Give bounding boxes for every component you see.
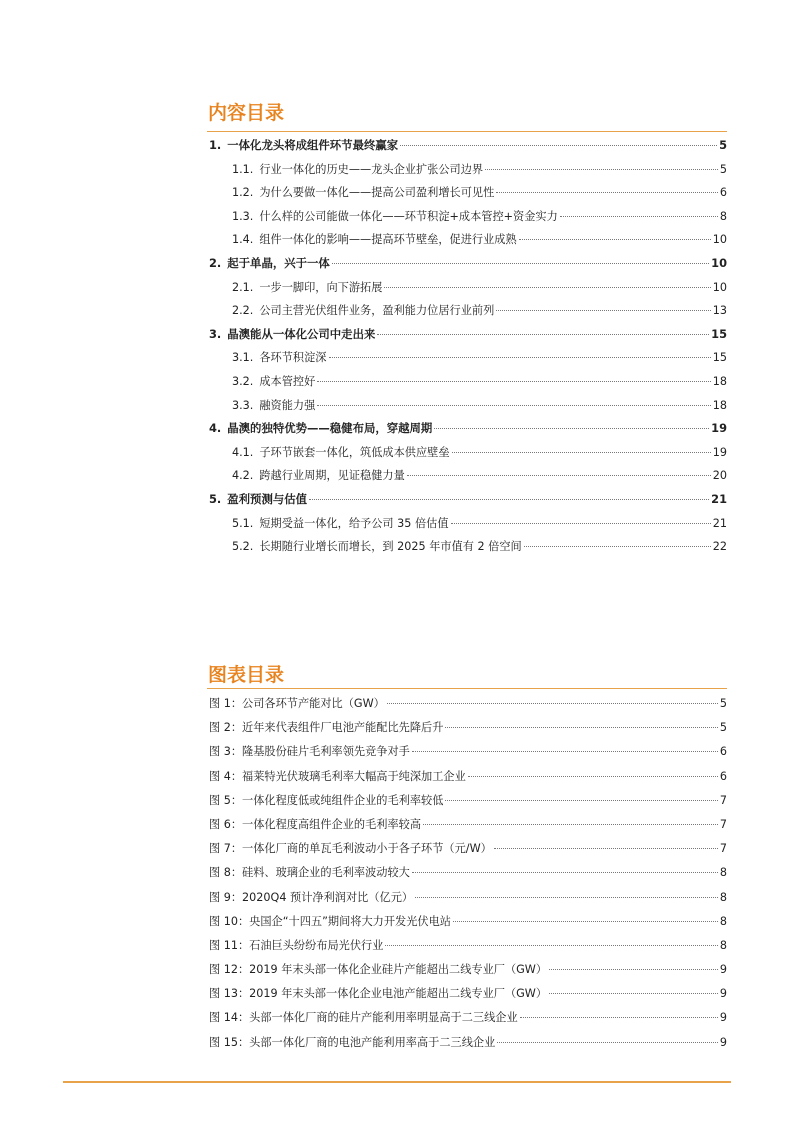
toc-entry-number: 5.1. bbox=[232, 516, 254, 530]
toc-entry-page: 10 bbox=[712, 233, 727, 247]
dot-leader bbox=[317, 405, 710, 406]
figure-list-link[interactable] bbox=[207, 1006, 727, 1030]
dot-leader bbox=[329, 357, 711, 358]
toc-section-link[interactable] bbox=[207, 276, 727, 300]
toc-entry-number: 1.1. bbox=[232, 162, 254, 176]
toc-entry-title: 一步一脚印，向下游拓展 bbox=[259, 280, 383, 294]
toc-section-link[interactable] bbox=[207, 158, 727, 182]
toc-section-link[interactable] bbox=[207, 535, 727, 559]
figure-entry-page: 9 bbox=[719, 963, 727, 977]
toc-entry-page: 19 bbox=[711, 421, 727, 436]
toc-entry-title: 组件一体化的影响——提高环节壁垒，促进行业成熟 bbox=[259, 233, 517, 247]
dot-leader bbox=[549, 993, 718, 994]
figure-entry-title: 图 7：一体化厂商的单瓦毛利波动小于各子环节（元/W） bbox=[209, 842, 492, 856]
toc-section-link[interactable] bbox=[207, 464, 727, 488]
toc-section-link[interactable] bbox=[207, 205, 727, 229]
toc-chapter-link[interactable] bbox=[207, 488, 727, 512]
figure-entry-title: 图 5：一体化程度低或纯组件企业的毛利率较低 bbox=[209, 793, 444, 807]
dot-leader bbox=[451, 523, 711, 524]
toc-entry-number: 4.2. bbox=[232, 469, 254, 483]
dot-leader bbox=[452, 452, 711, 453]
figure-list-link[interactable] bbox=[207, 958, 727, 982]
dot-leader bbox=[497, 1042, 718, 1043]
toc-list bbox=[207, 134, 727, 559]
dot-leader bbox=[412, 751, 718, 752]
toc-entry-number: 4. bbox=[209, 421, 222, 436]
figure-list-link[interactable] bbox=[207, 716, 727, 740]
dot-leader bbox=[485, 169, 718, 170]
toc-entry-page: 10 bbox=[712, 280, 727, 294]
toc-entry-number: 2.1. bbox=[232, 280, 254, 294]
toc-entry-number: 1.2. bbox=[232, 186, 254, 200]
dot-leader bbox=[445, 727, 717, 728]
toc-entry-title: 晶澳能从一体化公司中走出来 bbox=[227, 326, 376, 341]
dot-leader bbox=[445, 800, 717, 801]
toc-section-link[interactable] bbox=[207, 181, 727, 205]
toc-entry-number: 1. bbox=[209, 138, 222, 152]
toc-entry-page: 13 bbox=[712, 304, 727, 318]
figure-entry-page: 9 bbox=[719, 987, 727, 1001]
dot-leader bbox=[377, 334, 709, 335]
toc-chapter-link[interactable] bbox=[207, 252, 727, 276]
figure-list-link[interactable] bbox=[207, 789, 727, 813]
toc-entry-title: 行业一体化的历史——龙头企业扩张公司边界 bbox=[259, 162, 484, 176]
toc-entry-page: 5 bbox=[719, 138, 727, 152]
dot-leader bbox=[412, 872, 718, 873]
toc-entry-page: 21 bbox=[711, 491, 727, 506]
dot-leader bbox=[407, 475, 711, 476]
figure-entry-page: 8 bbox=[719, 890, 727, 904]
dot-leader bbox=[415, 897, 718, 898]
dot-leader bbox=[400, 145, 717, 146]
toc-entry-number: 2. bbox=[209, 255, 222, 270]
figure-list-link[interactable] bbox=[207, 910, 727, 934]
figure-entry-title: 图 13：2019 年末头部一体化企业电池产能超出二线专业厂（GW） bbox=[209, 987, 548, 1001]
toc-entry-number: 4.1. bbox=[232, 445, 254, 459]
toc-section-link[interactable] bbox=[207, 512, 727, 536]
figure-entry-title: 图 15：头部一体化厂商的电池产能利用率高于二三线企业 bbox=[209, 1035, 496, 1049]
toc-entry-number: 3.2. bbox=[232, 374, 254, 388]
figure-entry-page: 7 bbox=[719, 793, 727, 807]
figure-entry-title: 图 11：石油巨头纷纷布局光伏行业 bbox=[209, 938, 384, 952]
dot-leader bbox=[560, 216, 718, 217]
dot-leader bbox=[434, 428, 709, 429]
figure-entry-page: 6 bbox=[719, 769, 727, 783]
toc-entry-page: 10 bbox=[711, 255, 727, 270]
figure-entry-page: 7 bbox=[719, 817, 727, 831]
figure-entry-title: 图 10：央国企“十四五”期间将大力开发光伏电站 bbox=[209, 914, 451, 928]
toc-entry-number: 2.2. bbox=[232, 304, 254, 318]
figure-list-link[interactable] bbox=[207, 837, 727, 861]
dot-leader bbox=[468, 776, 718, 777]
figure-entry-title: 图 2：近年来代表组件厂电池产能配比先降后升 bbox=[209, 721, 444, 735]
figure-entry-page: 8 bbox=[719, 866, 727, 880]
dot-leader bbox=[496, 192, 718, 193]
figure-entry-page: 7 bbox=[719, 842, 727, 856]
toc-entry-title: 起于单晶，兴于一体 bbox=[227, 255, 330, 270]
dot-leader bbox=[494, 848, 718, 849]
toc-entry-title: 子环节嵌套一体化，筑低成本供应壁垒 bbox=[259, 445, 450, 459]
dot-leader bbox=[387, 703, 718, 704]
dot-leader bbox=[384, 287, 710, 288]
toc-entry-title: 一体化龙头将成组件环节最终赢家 bbox=[227, 138, 399, 152]
toc-entry-page: 8 bbox=[719, 209, 727, 223]
toc-section-link[interactable] bbox=[207, 346, 727, 370]
dot-leader bbox=[496, 310, 710, 311]
dot-leader bbox=[385, 945, 717, 946]
figure-entry-page: 6 bbox=[719, 745, 727, 759]
figure-list-link[interactable] bbox=[207, 740, 727, 764]
figure-entry-page: 8 bbox=[719, 914, 727, 928]
figure-entry-title: 图 14：头部一体化厂商的硅片产能利用率明显高于二三线企业 bbox=[209, 1011, 518, 1025]
toc-entry-title: 盈利预测与估值 bbox=[227, 491, 308, 506]
figure-list-divider bbox=[207, 688, 727, 689]
figure-list-title: 图表目录 bbox=[208, 664, 285, 686]
toc-entry-page: 15 bbox=[711, 326, 727, 341]
figure-list-link[interactable] bbox=[207, 861, 727, 885]
dot-leader bbox=[453, 921, 718, 922]
figure-list-link[interactable] bbox=[207, 692, 727, 716]
toc-entry-page: 18 bbox=[712, 398, 727, 412]
toc-divider bbox=[207, 131, 727, 132]
toc-entry-page: 21 bbox=[712, 516, 727, 530]
toc-entry-title: 成本管控好 bbox=[259, 374, 316, 388]
toc-entry-page: 22 bbox=[712, 540, 727, 554]
figure-entry-title: 图 6：一体化程度高组件企业的毛利率较高 bbox=[209, 817, 422, 831]
figure-entry-title: 图 1：公司各环节产能对比（GW） bbox=[209, 697, 385, 710]
toc-section-link[interactable] bbox=[207, 228, 727, 252]
toc-chapter-link[interactable] bbox=[207, 323, 727, 347]
toc-entry-number: 1.3. bbox=[232, 209, 254, 223]
figure-list-link[interactable] bbox=[207, 934, 727, 958]
toc-section-link[interactable] bbox=[207, 299, 727, 323]
figure-entry-page: 5 bbox=[719, 697, 727, 710]
toc-chapter-link[interactable] bbox=[207, 134, 727, 158]
figure-entry-page: 9 bbox=[719, 1011, 727, 1025]
figure-entry-page: 9 bbox=[719, 1035, 727, 1049]
toc-entry-number: 5. bbox=[209, 491, 222, 506]
figure-entry-title: 图 12：2019 年末头部一体化企业硅片产能超出二线专业厂（GW） bbox=[209, 963, 548, 977]
toc-entry-title: 跨越行业周期，见证稳健力量 bbox=[259, 469, 405, 483]
dot-leader bbox=[317, 381, 710, 382]
toc-entry-number: 3.1. bbox=[232, 351, 254, 365]
figure-list-link[interactable] bbox=[207, 886, 727, 910]
toc-entry-title: 晶澳的独特优势——稳健布局，穿越周期 bbox=[227, 421, 433, 436]
toc-entry-page: 19 bbox=[712, 445, 727, 459]
toc-entry-number: 3. bbox=[209, 326, 222, 341]
figure-entry-title: 图 4：福莱特光伏玻璃毛利率大幅高于纯深加工企业 bbox=[209, 769, 466, 783]
toc-section-link[interactable] bbox=[207, 370, 727, 394]
dot-leader bbox=[524, 546, 711, 547]
toc-entry-page: 6 bbox=[719, 186, 727, 200]
figure-entry-page: 8 bbox=[719, 938, 727, 952]
figure-entry-title: 图 8：硅料、玻璃企业的毛利率波动较大 bbox=[209, 866, 410, 880]
dot-leader bbox=[423, 824, 718, 825]
toc-chapter-link[interactable] bbox=[207, 417, 727, 441]
toc-entry-number: 1.4. bbox=[232, 233, 254, 247]
toc-entry-title: 为什么要做一体化——提高公司盈利增长可见性 bbox=[259, 186, 495, 200]
toc-entry-number: 3.3. bbox=[232, 398, 254, 412]
dot-leader bbox=[519, 239, 711, 240]
figure-list bbox=[207, 692, 727, 1055]
dot-leader bbox=[332, 263, 709, 264]
toc-entry-title: 什么样的公司能做一体化——环节积淀+成本管控+资金实力 bbox=[259, 209, 558, 223]
toc-section-link[interactable] bbox=[207, 394, 727, 418]
toc-entry-title: 短期受益一体化，给予公司 35 倍估值 bbox=[259, 516, 449, 530]
figure-list-link[interactable] bbox=[207, 765, 727, 789]
footer-divider bbox=[63, 1081, 731, 1083]
figure-list-link[interactable] bbox=[207, 1031, 727, 1055]
toc-entry-number: 5.2. bbox=[232, 540, 254, 554]
figure-entry-title: 图 9：2020Q4 预计净利润对比（亿元） bbox=[209, 890, 414, 904]
figure-list-link[interactable] bbox=[207, 813, 727, 837]
dot-leader bbox=[520, 1017, 718, 1018]
toc-entry-title: 融资能力强 bbox=[259, 398, 316, 412]
figure-entry-page: 5 bbox=[719, 721, 727, 735]
dot-leader bbox=[309, 499, 709, 500]
toc-section-link[interactable] bbox=[207, 441, 727, 465]
figure-entry-title: 图 3：隆基股份硅片毛利率领先竞争对手 bbox=[209, 745, 410, 759]
toc-entry-page: 18 bbox=[712, 374, 727, 388]
toc-entry-page: 5 bbox=[719, 162, 727, 176]
toc-entry-page: 20 bbox=[712, 469, 727, 483]
dot-leader bbox=[549, 969, 718, 970]
figure-list-link[interactable] bbox=[207, 982, 727, 1006]
toc-entry-title: 长期随行业增长而增长，到 2025 年市值有 2 倍空间 bbox=[259, 540, 522, 554]
toc-entry-page: 15 bbox=[712, 351, 727, 365]
toc-entry-title: 公司主营光伏组件业务，盈利能力位居行业前列 bbox=[259, 304, 495, 318]
toc-entry-title: 各环节积淀深 bbox=[259, 351, 327, 365]
toc-title: 内容目录 bbox=[208, 102, 285, 124]
